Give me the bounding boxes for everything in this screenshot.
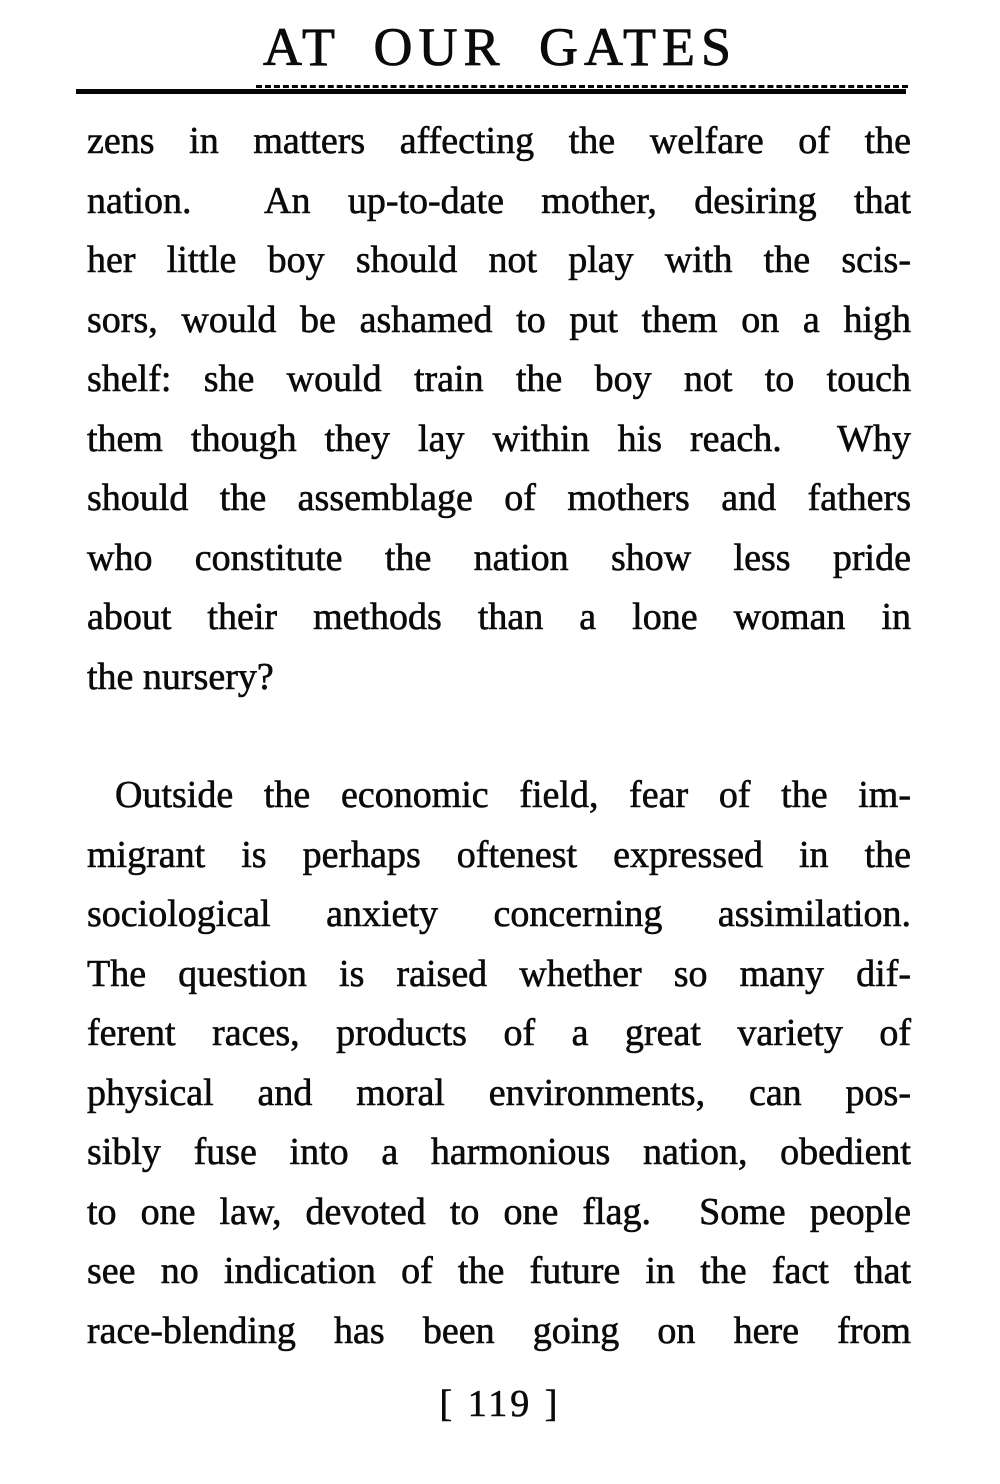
header-rule: [76, 89, 906, 94]
page-body: [87, 112, 911, 1361]
page-number: [ 119 ]: [439, 1383, 561, 1425]
text-line: physical and moral environments, can pos-: [87, 1071, 911, 1114]
text-line: shelf: she would train the boy not to touch: [87, 358, 911, 400]
text-line: sibly fuse into a harmonious nation, obedient: [87, 1131, 911, 1173]
text-line: sociological anxiety concerning assimilation.: [87, 893, 911, 935]
text-line: ferent races, products of a great variety of: [87, 1012, 911, 1054]
text-line: them though they lay within his reach. Why: [87, 417, 911, 460]
text-line: should the assemblage of mothers and fathers: [87, 477, 911, 519]
text-line: Outside the economic field, fear of the im-: [115, 774, 911, 816]
text-line: zens in matters affecting the welfare of the: [87, 120, 911, 162]
text-line: see no indication of the future in the fact that: [87, 1250, 911, 1292]
text-line: about their methods than a lone woman in: [87, 596, 911, 638]
text-line: her little boy should not play with the scis-: [87, 239, 911, 281]
running-head-title: AT OUR GATES: [262, 17, 738, 77]
text-line: The question is raised whether so many dif-: [87, 952, 911, 995]
text-line: sors, would be ashamed to put them on a high: [87, 298, 911, 341]
text-line: migrant is perhaps oftenest expressed in the: [87, 833, 911, 876]
text-line: the nursery?: [87, 655, 274, 698]
text-line: race-blending has been going on here from: [87, 1309, 911, 1352]
paragraph-continued: [87, 112, 911, 707]
paragraph-assimilation: [87, 766, 911, 1361]
text-line: to one law, devoted to one flag. Some people: [87, 1190, 911, 1233]
text-line: who constitute the nation show less pride: [87, 536, 911, 579]
text-line: nation. An up-to-date mother, desiring that: [87, 179, 911, 222]
